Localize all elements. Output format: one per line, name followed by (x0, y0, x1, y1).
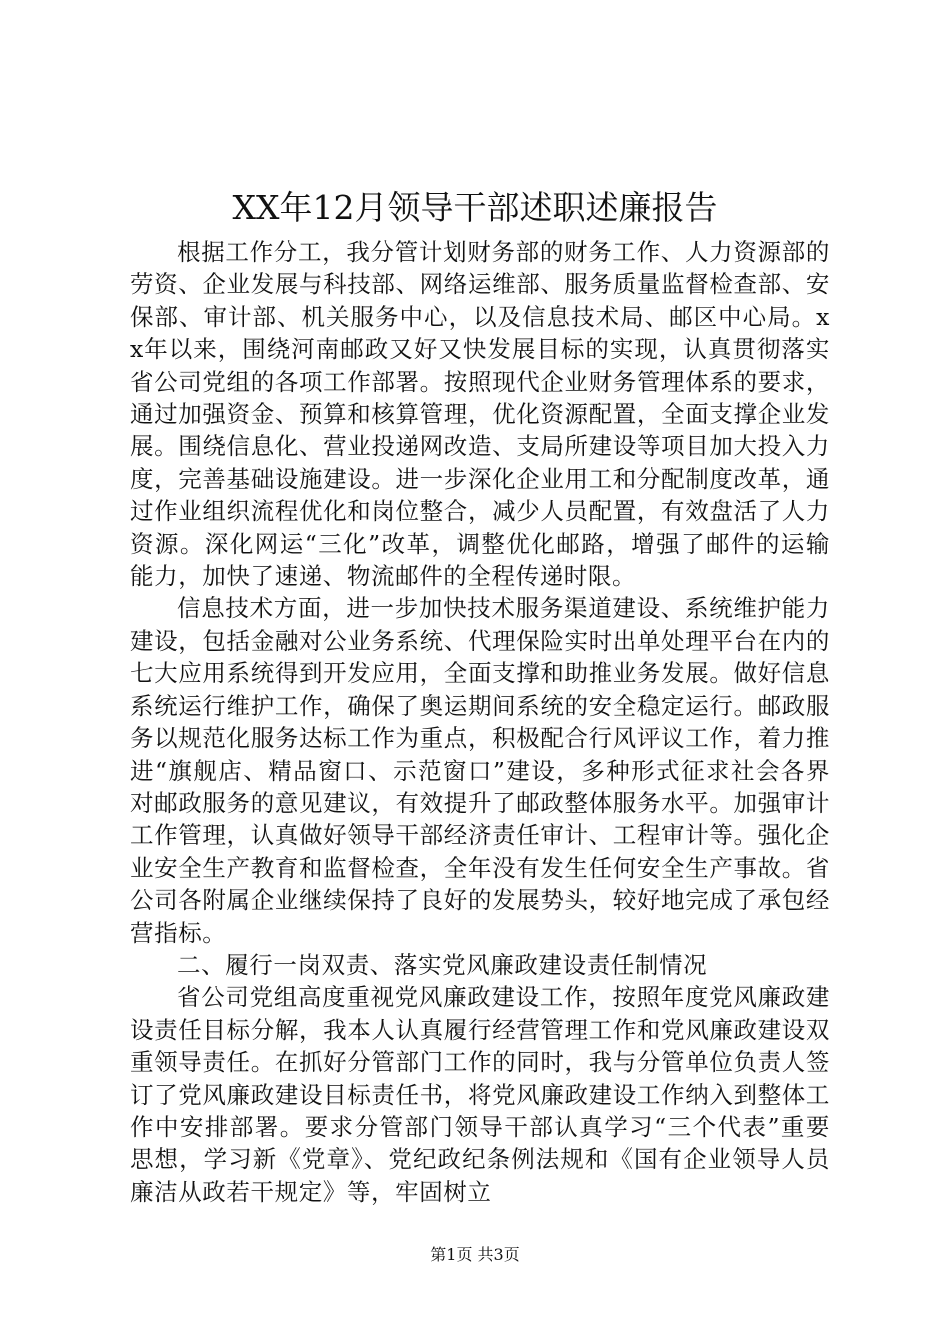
section-heading: 二、履行一岗双责、落实党风廉政建设责任制情况 (177, 950, 708, 979)
paragraph-3: 省公司党组高度重视党风廉政建设工作，按照年度党风廉政建设责任目标分解，我本人认真履行经营管理工作和党风廉政建设双重领导责任。在抓好分管部门工作的同时，我与分管单位负责人签订了党风廉政建设目标责任书，将党风廉政建设工作纳入到整体工作中安排部署。要求分管部门领导干部认真学习“三个代表”重要思想，学习新《党章》、党纪政纪条例法规和《国有企业领导人员廉洁从政若干规定》等，牢固树立 (130, 983, 830, 1206)
document-body (130, 236, 830, 1208)
page-number-footer: 第1页 共3页 (430, 1245, 520, 1264)
paragraph-2: 信息技术方面，进一步加快技术服务渠道建设、系统维护能力建设，包括金融对公业务系统、代理保险实时出单处理平台在内的七大应用系统得到开发应用，全面支撑和助推业务发展。做好信息系统运行维护工作，确保了奥运期间系统的安全稳定运行。邮政服务以规范化服务达标工作为重点，积极配合行风评议工作，着力推进“旗舰店、精品窗口、示范窗口”建设，多种形式征求社会各界对邮政服务的意见建议，有效提升了邮政整体服务水平。加强审计工作管理，认真做好领导干部经济责任审计、工程审计等。强化企业安全生产教育和监督检查，全年没有发生任何安全生产事故。省公司各附属企业继续保持了良好的发展势头，较好地完成了承包经营指标。 (130, 594, 830, 947)
paragraph-1: 根据工作分工，我分管计划财务部的财务工作、人力资源部的劳资、企业发展与科技部、网络运维部、服务质量监督检查部、安保部、审计部、机关服务中心，以及信息技术局、邮区中心局。xx年以来，围绕河南邮政又好又快发展目标的实现，认真贯彻落实省公司党组的各项工作部署。按照现代企业财务管理体系的要求，通过加强资金、预算和核算管理，优化资源配置，全面支撑企业发展。围绕信息化、营业投递网改造、支局所建设等项目加大投入力度，完善基础设施建设。进一步深化企业用工和分配制度改革，通过作业组织流程优化和岗位整合，减少人员配置，有效盘活了人力资源。深化网运“三化”改革，调整优化邮路，增强了邮件的运输能力，加快了速递、物流邮件的全程传递时限。 (130, 238, 830, 591)
document-title: XX年12月领导干部述职述廉报告 (232, 188, 718, 227)
